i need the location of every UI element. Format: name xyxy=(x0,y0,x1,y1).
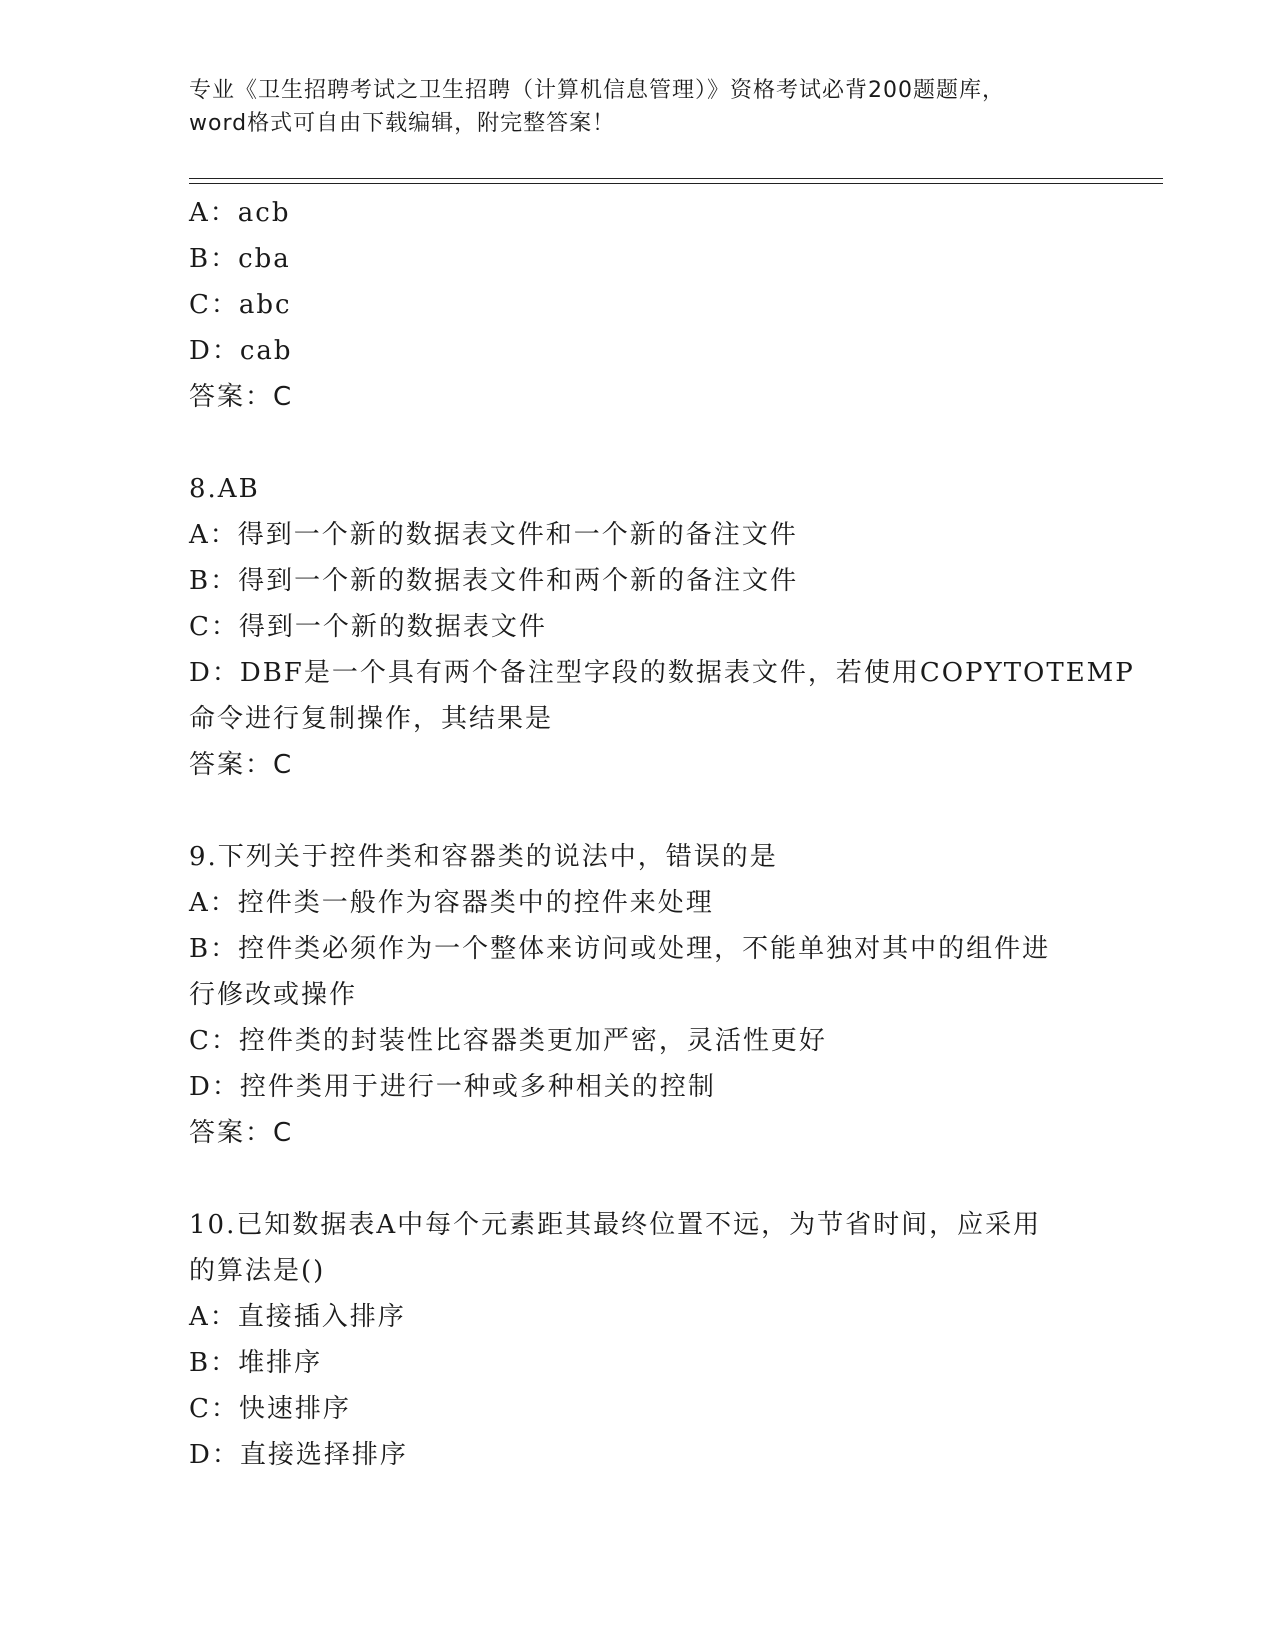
option-d: D：cab xyxy=(189,336,293,366)
option-c: C：控件类的封装性比容器类更加严密，灵活性更好 xyxy=(189,1026,827,1056)
option-b-continued: 行修改或操作 xyxy=(189,980,358,1010)
option-d: D：直接选择排序 xyxy=(189,1440,408,1470)
question-title: 9.下列关于控件类和容器类的说法中，错误的是 xyxy=(189,842,778,872)
spacer xyxy=(189,1156,1109,1202)
question-list xyxy=(189,190,1135,1478)
answer-line: 答案：C xyxy=(189,750,294,780)
option-a: A：控件类一般作为容器类中的控件来处理 xyxy=(189,888,714,918)
option-d: D：控件类用于进行一种或多种相关的控制 xyxy=(189,1072,716,1102)
option-b: B：控件类必须作为一个整体来访问或处理，不能单独对其中的组件进 xyxy=(189,934,1051,964)
question-7 xyxy=(189,190,1109,420)
option-d: D：DBF是一个具有两个备注型字段的数据表文件，若使用COPYTOTEMP xyxy=(189,658,1135,688)
spacer xyxy=(189,420,1109,466)
option-a: A：acb xyxy=(189,198,291,228)
answer-line: 答案：C xyxy=(189,1118,294,1148)
question-10 xyxy=(189,1202,1109,1478)
option-b: B：cba xyxy=(189,244,291,274)
question-title: 8.AB xyxy=(189,474,260,504)
answer-line: 答案：C xyxy=(189,382,294,412)
question-8 xyxy=(189,466,1135,788)
option-c: C：快速排序 xyxy=(189,1394,351,1424)
option-b: B：堆排序 xyxy=(189,1348,323,1378)
document-header xyxy=(189,74,1089,140)
question-title: 10.已知数据表A中每个元素距其最终位置不远，为节省时间，应采用 xyxy=(189,1210,1042,1240)
option-d-continued: 命令进行复制操作，其结果是 xyxy=(189,704,554,734)
header-line-2: word格式可自由下载编辑，附完整答案！ xyxy=(189,111,616,136)
option-c: C：得到一个新的数据表文件 xyxy=(189,612,547,642)
question-title-continued: 的算法是() xyxy=(189,1256,326,1286)
header-divider-top xyxy=(189,178,1163,179)
option-b: B：得到一个新的数据表文件和两个新的备注文件 xyxy=(189,566,799,596)
option-c: C：abc xyxy=(189,290,292,320)
spacer xyxy=(189,788,1109,834)
option-a: A：直接插入排序 xyxy=(189,1302,406,1332)
question-9 xyxy=(189,834,1109,1156)
header-divider-bottom xyxy=(189,183,1163,184)
header-line-1: 专业《卫生招聘考试之卫生招聘（计算机信息管理）》资格考试必背200题题库， xyxy=(189,78,1005,103)
option-a: A：得到一个新的数据表文件和一个新的备注文件 xyxy=(189,520,798,550)
